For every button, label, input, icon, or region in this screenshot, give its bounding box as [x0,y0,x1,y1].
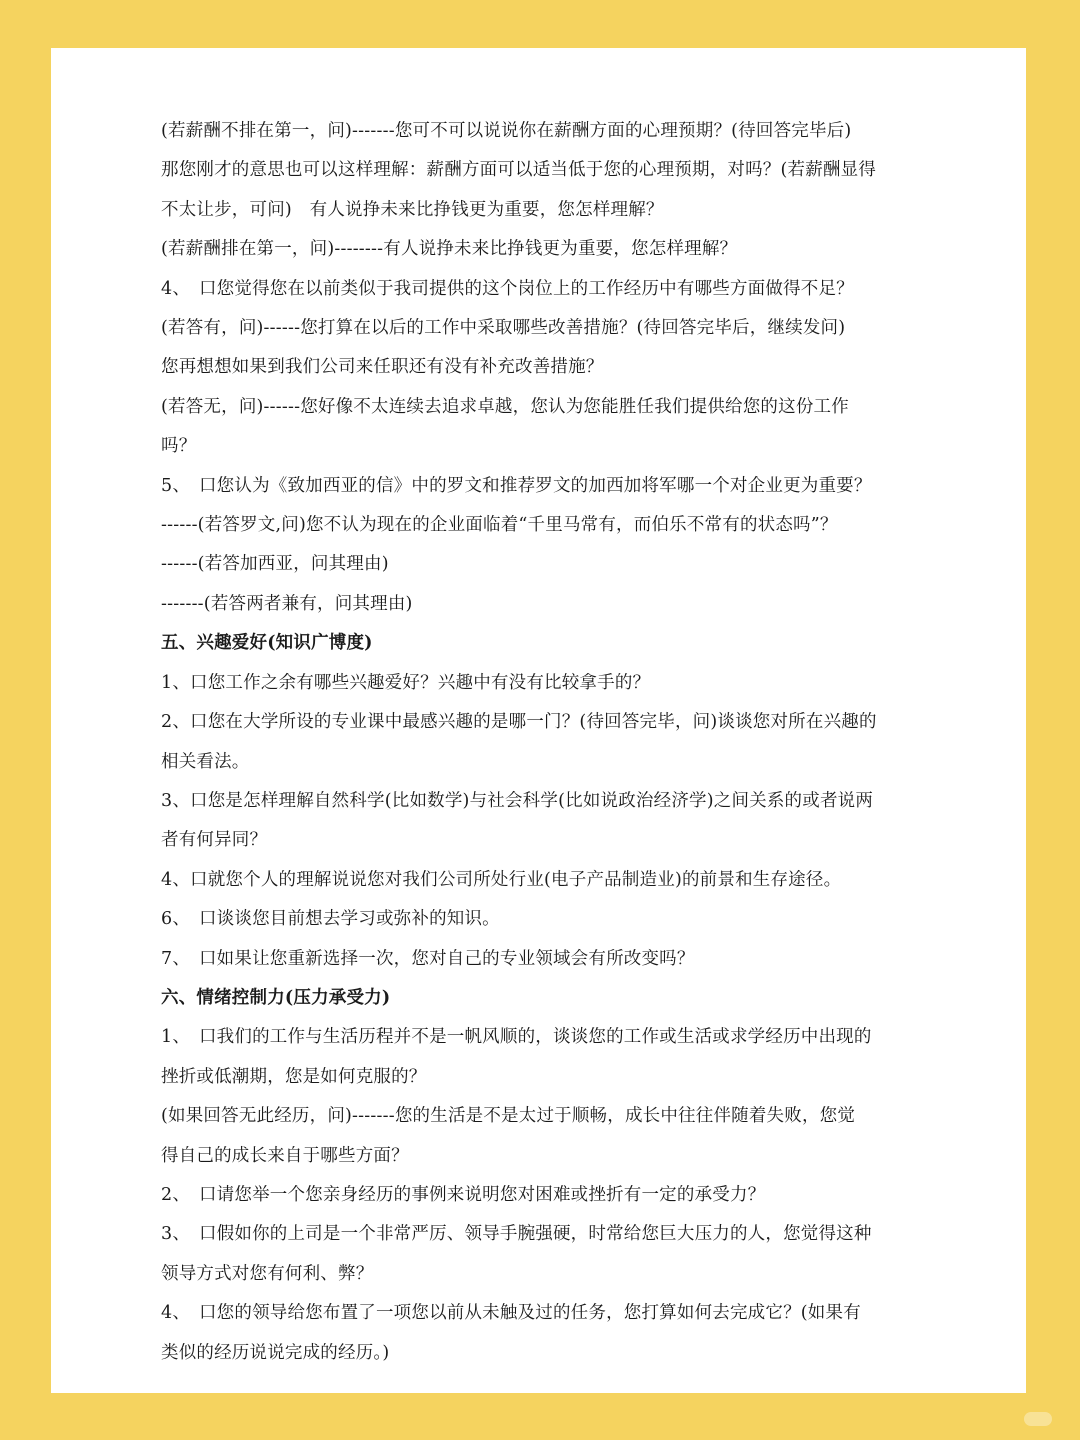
text-line: 3、 口假如你的上司是一个非常严厉、领导手腕强硬，时常给您巨大压力的人，您觉得这种 [161,1224,872,1245]
section-heading: 五、兴趣爱好(知识广博度) [161,633,373,654]
text-line: 1、 口我们的工作与生活历程并不是一帆风顺的，谈谈您的工作或生活或求学经历中出现的 [161,1027,872,1048]
text-line: 吗？ [161,436,197,457]
text-line: 4、口就您个人的理解说说您对我们公司所处行业(电子产品制造业)的前景和生存途径。 [161,869,842,890]
text-line: 相关看法。 [161,751,250,772]
text-line: 类似的经历说说完成的经历。) [161,1342,390,1363]
text-line: ------(若答罗文,问)您不认为现在的企业面临着“千里马常有，而伯乐不常有的状态吗”？ [161,515,838,536]
text-line: (若薪酬不排在第一，问)-------您可不可以说说你在薪酬方面的心理预期？(待回答完毕后) [161,121,852,141]
text-line: (若答无，问)------您好像不太连续去追求卓越，您认为您能胜任我们提供给您的这份工作 [161,396,849,417]
text-line: (如果回答无此经历，问)-------您的生活是不是太过于顺畅，成长中往往伴随着失败，您觉 [161,1106,856,1127]
text-line: 那您刚才的意思也可以这样理解：薪酬方面可以适当低于您的心理预期，对吗？(若薪酬显得 [161,160,877,181]
text-line: 5、 口您认为《致加西亚的信》中的罗文和推荐罗文的加西加将军哪一个对企业更为重要？ [161,475,872,496]
text-line: 6、 口谈谈您目前想去学习或弥补的知识。 [161,909,500,930]
text-line: ------(若答加西亚，问其理由) [161,554,389,575]
watermark-badge [1024,1412,1052,1426]
text-line: 3、口您是怎样理解自然科学(比如数学)与社会科学(比如说政治经济学)之间关系的或者说两 [161,790,874,811]
text-line: 4、 口您觉得您在以前类似于我司提供的这个岗位上的工作经历中有哪些方面做得不足？ [161,278,854,299]
text-line: 2、 口请您举一个您亲身经历的事例来说明您对困难或挫折有一定的承受力？ [161,1184,766,1205]
text-line: 领导方式对您有何利、弊？ [161,1263,374,1284]
text-line: -------(若答两者兼有，问其理由) [161,593,413,614]
text-line: 1、口您工作之余有哪些兴趣爱好？兴趣中有没有比较拿手的？ [161,672,651,693]
text-line: 挫折或低潮期，您是如何克服的？ [161,1066,427,1087]
document-body [161,112,929,1373]
text-line: 您再想想如果到我们公司来任职还有没有补充改善措施？ [161,357,604,378]
text-line: 得自己的成长来自于哪些方面？ [161,1145,409,1166]
text-line: (若薪酬排在第一，问)--------有人说挣未来比挣钱更为重要，您怎样理解？ [161,239,738,260]
text-line: (若答有，问)------您打算在以后的工作中采取哪些改善措施？(待回答完毕后，继续发问) [161,318,846,339]
text-line: 者有何异同？ [161,830,268,851]
document-sheet [51,48,1026,1393]
text-line: 7、 口如果让您重新选择一次，您对自己的专业领域会有所改变吗？ [161,948,695,969]
section-heading: 六、情绪控制力(压力承受力) [161,987,391,1008]
text-line: 4、 口您的领导给您布置了一项您以前从未触及过的任务，您打算如何去完成它？(如果有 [161,1303,861,1324]
text-line: 不太让步，可问) 有人说挣未来比挣钱更为重要，您怎样理解？ [161,199,664,220]
text-line: 2、口您在大学所设的专业课中最感兴趣的是哪一门？(待回答完毕，问)谈谈您对所在兴趣的 [161,712,877,733]
